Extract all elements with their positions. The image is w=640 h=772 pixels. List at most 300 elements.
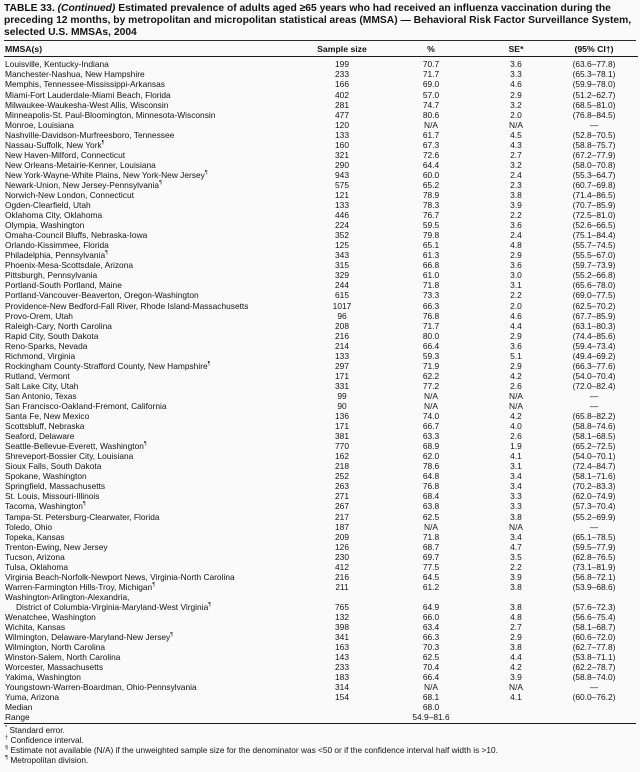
table-title-continued: (Continued) <box>57 3 116 14</box>
sample-size-cell: 315 <box>335 260 349 271</box>
mmsa-name-cell: Omaha-Council Bluffs, Nebraska-Iowa <box>5 230 148 241</box>
percent-cell: 68.0 <box>422 702 440 713</box>
sample-size-cell: 765 <box>335 601 349 612</box>
ci-cell: (70.2–83.3) <box>572 481 616 492</box>
sample-size-cell: 446 <box>335 210 349 221</box>
mmsa-name-cell: Rockingham County-Strafford County, New Hampshire¶ <box>5 360 211 371</box>
se-cell: 4.0 <box>510 421 522 432</box>
table-row <box>4 461 638 471</box>
table-row <box>4 311 638 321</box>
percent-cell: 61.2 <box>422 581 440 592</box>
percent-cell: 66.4 <box>422 672 440 683</box>
mmsa-name-cell: Tampa-St. Petersburg-Clearwater, Florida <box>5 511 160 522</box>
ci-cell: (63.6–77.8) <box>572 59 616 70</box>
sample-size-cell: 133 <box>335 129 349 140</box>
mmsa-name-cell: Rutland, Vermont <box>5 370 70 381</box>
ci-cell: (59.5–77.9) <box>572 541 616 552</box>
percent-cell: 62.2 <box>422 370 440 381</box>
table-header-row <box>4 41 638 57</box>
table-row <box>4 120 638 130</box>
sample-size-cell: 381 <box>335 431 349 442</box>
percent-cell: 70.7 <box>422 59 440 70</box>
ci-cell: (53.9–68.6) <box>572 581 616 592</box>
ci-cell: (58.8–74.0) <box>572 672 616 683</box>
mmsa-name-cell: Richmond, Virginia <box>5 350 76 361</box>
table-row <box>4 190 638 200</box>
se-cell: 2.2 <box>510 561 522 572</box>
sample-size-cell: 162 <box>335 451 349 462</box>
se-cell <box>482 712 550 722</box>
ci-cell: (58.8–75.7) <box>572 139 616 150</box>
mmsa-name-cell: Provo-Orem, Utah <box>5 310 73 321</box>
ci-cell: — <box>589 119 599 130</box>
percent-cell: 71.8 <box>422 531 440 542</box>
table-row <box>4 552 638 562</box>
mmsa-name-cell: St. Louis, Missouri-Illinois <box>5 491 100 502</box>
se-cell: 3.4 <box>510 531 522 542</box>
table-row <box>4 331 638 341</box>
ci-cell: — <box>589 682 599 693</box>
mmsa-name-cell: Worcester, Massachusetts <box>5 662 104 673</box>
mmsa-name-cell: Olympia, Washington <box>5 220 85 231</box>
percent-cell: N/A <box>424 400 438 411</box>
percent-cell: 74.7 <box>422 99 440 110</box>
ci-cell: (59.7–73.9) <box>572 260 616 271</box>
sample-size-cell: 233 <box>335 662 349 673</box>
sample-size-cell: 160 <box>335 139 349 150</box>
mmsa-name-cell: Seaford, Delaware <box>5 431 75 442</box>
se-cell: 4.2 <box>510 370 522 381</box>
se-cell: 2.7 <box>510 149 522 160</box>
mmsa-name-cell: Minneapolis-St. Paul-Bloomington, Minnesota-Wisconsin <box>5 109 216 120</box>
ci-cell: (68.5–81.0) <box>572 99 616 110</box>
prevalence-table <box>4 41 638 722</box>
sample-size-cell: 90 <box>337 400 347 411</box>
metropolitan-division-marker: ¶ <box>207 361 211 367</box>
sample-size-cell: 343 <box>335 250 349 261</box>
mmsa-name-cell: Toledo, Ohio <box>5 521 53 532</box>
table-row <box>4 592 638 612</box>
table-row <box>4 572 638 582</box>
sample-size-cell: 341 <box>335 632 349 643</box>
se-cell: 1.9 <box>510 441 522 452</box>
percent-cell: N/A <box>424 682 438 693</box>
percent-cell: N/A <box>424 119 438 130</box>
percent-cell: 68.9 <box>422 441 440 452</box>
ci-cell: (58.0–70.8) <box>572 159 616 170</box>
mmsa-name-cell: Providence-New Bedford-Fall River, Rhode Island-Massachusetts <box>5 300 249 311</box>
se-cell: 3.3 <box>510 491 522 502</box>
footnote-marker: ¶ <box>5 755 9 762</box>
sample-size-cell: 290 <box>335 159 349 170</box>
table-row <box>4 522 638 532</box>
ci-cell: (57.3–70.4) <box>572 501 616 512</box>
table-title <box>4 3 636 41</box>
percent-cell: 69.7 <box>422 551 440 562</box>
mmsa-name-cell: Shreveport-Bossier City, Louisiana <box>5 451 134 462</box>
percent-cell: 64.4 <box>422 159 440 170</box>
percent-cell: 72.6 <box>422 149 440 160</box>
percent-cell: N/A <box>424 521 438 532</box>
footnote-marker: § <box>5 745 9 752</box>
table-row <box>4 69 638 79</box>
mmsa-name-cell: Winston-Salem, North Carolina <box>5 652 121 663</box>
percent-cell: 76.7 <box>422 210 440 221</box>
ci-cell: (62.0–74.9) <box>572 491 616 502</box>
se-cell: 2.9 <box>510 89 522 100</box>
sample-size-cell: 252 <box>335 471 349 482</box>
ci-cell: (52.8–70.5) <box>572 129 616 140</box>
ci-cell: (76.8–84.5) <box>572 109 616 120</box>
percent-cell: 68.4 <box>422 491 440 502</box>
ci-cell: (54.0–70.1) <box>572 451 616 462</box>
ci-cell: (55.2–69.9) <box>572 511 616 522</box>
mmsa-name-cell: Springfield, Massachusetts <box>5 481 106 492</box>
mmsa-name-cell: Monroe, Louisiana <box>5 119 74 130</box>
mmsa-name-cell: Louisville, Kentucky-Indiana <box>5 59 109 70</box>
table-row <box>4 451 638 461</box>
mmsa-name-cell: Wilmington, Delaware-Maryland-New Jersey¶ <box>5 632 174 643</box>
table-row <box>4 582 638 592</box>
se-cell: 4.4 <box>510 652 522 663</box>
table-row <box>4 250 638 260</box>
mmsa-name-cell: Wichita, Kansas <box>5 622 66 633</box>
footnote-marker: † <box>5 735 9 742</box>
table-row <box>4 642 638 652</box>
se-cell: 4.8 <box>510 240 522 251</box>
percent-cell: 66.0 <box>422 611 440 622</box>
percent-cell: 76.8 <box>422 310 440 321</box>
se-cell: 2.9 <box>510 330 522 341</box>
sample-size-cell: 216 <box>335 330 349 341</box>
sample-size-cell <box>304 702 380 712</box>
sample-size-cell: 770 <box>335 441 349 452</box>
se-cell: 2.6 <box>510 431 522 442</box>
mmsa-name-cell: Orlando-Kissimmee, Florida <box>5 240 109 251</box>
table-row <box>4 150 638 160</box>
table-row <box>4 260 638 270</box>
mmsa-name-cell: Virginia Beach-Norfolk-Newport News, Virginia-North Carolina <box>5 571 235 582</box>
column-header-sample-size: Sample size <box>304 41 380 57</box>
ci-cell: (62.8–76.5) <box>572 551 616 562</box>
sample-size-cell: 208 <box>335 320 349 331</box>
ci-cell: (56.6–75.4) <box>572 611 616 622</box>
percent-cell: 64.8 <box>422 471 440 482</box>
metropolitan-division-marker: ¶ <box>105 250 108 257</box>
mmsa-name-cell: Seattle-Bellevue-Everett, Washington¶ <box>5 441 147 452</box>
percent-cell: 66.3 <box>422 300 440 311</box>
table-row <box>4 170 638 180</box>
percent-cell: 64.9 <box>422 601 440 612</box>
table-row <box>4 512 638 522</box>
sample-size-cell: 183 <box>335 672 349 683</box>
mmsa-name-cell: Phoenix-Mesa-Scottsdale, Arizona <box>5 260 134 271</box>
sample-size-cell: 187 <box>335 521 349 532</box>
se-cell: 5.1 <box>510 350 522 361</box>
table-row <box>4 79 638 89</box>
percent-cell: 69.0 <box>422 79 440 90</box>
metropolitan-division-marker: ¶ <box>170 632 174 639</box>
percent-cell: 70.4 <box>422 662 440 673</box>
metropolitan-division-marker: ¶ <box>204 170 208 177</box>
sample-size-cell: 398 <box>335 622 349 633</box>
ci-cell: (65.6–78.0) <box>572 280 616 291</box>
se-cell: 3.8 <box>510 601 522 612</box>
sample-size-cell: 263 <box>335 481 349 492</box>
sample-size-cell: 352 <box>335 230 349 241</box>
table-row <box>4 672 638 682</box>
sample-size-cell: 96 <box>337 310 347 321</box>
se-cell: 3.8 <box>510 190 522 200</box>
percent-cell: 73.3 <box>422 290 440 301</box>
sample-size-cell: 281 <box>335 99 349 110</box>
sample-size-cell: 166 <box>335 79 349 90</box>
sample-size-cell: 267 <box>335 501 349 512</box>
percent-cell: 66.7 <box>422 421 440 432</box>
percent-cell: 71.8 <box>422 280 440 291</box>
ci-cell: (55.5–67.0) <box>572 250 616 261</box>
sample-size-cell: 132 <box>335 611 349 622</box>
percent-cell: 65.2 <box>422 179 440 190</box>
ci-cell: (59.4–73.4) <box>572 340 616 351</box>
sample-size-cell: 199 <box>335 59 349 70</box>
se-cell: 4.6 <box>510 310 522 321</box>
se-cell: 3.6 <box>510 340 522 351</box>
ci-cell: (55.7–74.5) <box>572 240 616 251</box>
se-cell: 2.2 <box>510 290 522 301</box>
mmsa-name-cell: Washington-Arlington-Alexandria, District of Columbia-Virginia-Maryland-West Virginia¶ <box>5 591 212 612</box>
percent-cell: 54.9–81.6 <box>412 712 450 723</box>
sample-size-cell: 314 <box>335 682 349 693</box>
ci-cell: — <box>589 390 599 401</box>
table-row <box>4 532 638 542</box>
mmsa-name-cell: Spokane, Washington <box>5 471 87 482</box>
table-row <box>4 501 638 511</box>
sample-size-cell: 402 <box>335 89 349 100</box>
table-row <box>4 351 638 361</box>
table-row <box>4 622 638 632</box>
ci-cell: (52.6–66.5) <box>572 220 616 231</box>
se-cell: 3.2 <box>510 99 522 110</box>
percent-cell: 66.3 <box>422 632 440 643</box>
sample-size-cell: 321 <box>335 149 349 160</box>
table-row <box>4 612 638 622</box>
se-cell: 4.7 <box>510 541 522 552</box>
ci-cell <box>550 702 638 712</box>
ci-cell: (70.7–85.9) <box>572 200 616 211</box>
table-row <box>4 441 638 451</box>
table-row <box>4 652 638 662</box>
table-row <box>4 401 638 411</box>
sample-size-cell: 230 <box>335 551 349 562</box>
percent-cell: 61.7 <box>422 129 440 140</box>
table-row <box>4 562 638 572</box>
ci-cell: — <box>589 521 599 532</box>
table-row <box>4 270 638 280</box>
percent-cell: 59.5 <box>422 220 440 231</box>
mmsa-name-cell: Nassau-Suffolk, New York¶ <box>5 139 105 150</box>
se-cell: 2.7 <box>510 622 522 633</box>
sample-size-cell: 233 <box>335 69 349 80</box>
table-row <box>4 471 638 481</box>
se-cell: 3.8 <box>510 581 522 592</box>
se-cell: 3.9 <box>510 672 522 683</box>
mmsa-name-cell: Miami-Fort Lauderdale-Miami Beach, Florida <box>5 89 171 100</box>
mmsa-name-cell: Topeka, Kansas <box>5 531 65 542</box>
se-cell: 3.6 <box>510 260 522 271</box>
ci-cell: (69.0–77.5) <box>572 290 616 301</box>
table-row <box>4 140 638 150</box>
ci-cell: (56.8–72.1) <box>572 571 616 582</box>
mmsa-name-cell: Yakima, Washington <box>5 672 81 683</box>
table-row <box>4 542 638 552</box>
percent-cell: 77.2 <box>422 380 440 391</box>
percent-cell: 59.3 <box>422 350 440 361</box>
mmsa-name-cell: Wilmington, North Carolina <box>5 642 106 653</box>
sample-size-cell: 133 <box>335 200 349 211</box>
table-row <box>4 240 638 250</box>
ci-cell: (72.5–81.0) <box>572 210 616 221</box>
ci-cell: (75.1–84.4) <box>572 230 616 241</box>
footnote: † Confidence interval. <box>5 735 84 746</box>
ci-cell: (58.1–68.7) <box>572 622 616 633</box>
percent-cell: 77.5 <box>422 561 440 572</box>
table-row <box>4 361 638 371</box>
mmsa-name-cell: New Haven-Milford, Connecticut <box>5 149 126 160</box>
mmsa-name-cell: Memphis, Tennessee-Mississippi-Arkansas <box>5 79 165 90</box>
mmsa-name-cell: Nashville-Davidson-Murfreesboro, Tennessee <box>5 129 175 140</box>
table-title-text: Estimated prevalence of adults aged ≥65 years who had received an influenza vaccination during the preceding 12 months, by metropolitan and micropolitan statistical areas (MMSA) — Behavioral Risk Factor Surveillance System, selected U.S. MMSAs, 2004 <box>4 3 632 38</box>
sample-size-cell: 943 <box>335 169 349 180</box>
se-cell: 3.8 <box>510 642 522 653</box>
se-cell: N/A <box>509 521 523 532</box>
mmsa-name-cell: Oklahoma City, Oklahoma <box>5 210 103 221</box>
mmsa-name-cell: Rapid City, South Dakota <box>5 330 99 341</box>
ci-cell: (51.2–62.7) <box>572 89 616 100</box>
mmsa-name-cell: Scottsbluff, Nebraska <box>5 421 85 432</box>
ci-cell: (58.8–74.6) <box>572 421 616 432</box>
mmsa-name-cell: Portland-Vancouver-Beaverton, Oregon-Washington <box>5 290 199 301</box>
se-cell: 2.9 <box>510 632 522 643</box>
se-cell: N/A <box>509 400 523 411</box>
percent-cell: 67.3 <box>422 139 440 150</box>
se-cell: 2.3 <box>510 179 522 190</box>
table-row <box>4 200 638 210</box>
ci-cell: (63.1–80.3) <box>572 320 616 331</box>
se-cell: 4.2 <box>510 411 522 422</box>
metropolitan-division-marker: ¶ <box>82 501 86 508</box>
percent-cell: 64.5 <box>422 571 440 582</box>
se-cell <box>482 702 550 712</box>
percent-cell: 66.4 <box>422 340 440 351</box>
table-row <box>4 100 638 110</box>
mmsa-name-cell: Yuma, Arizona <box>5 692 60 703</box>
se-cell: 3.3 <box>510 69 522 80</box>
percent-cell: 62.5 <box>422 652 440 663</box>
table-row <box>4 632 638 642</box>
table-row <box>4 290 638 300</box>
table-row <box>4 321 638 331</box>
table-row <box>4 712 638 722</box>
table-row <box>4 662 638 672</box>
sample-size-cell: 412 <box>335 561 349 572</box>
sample-size-cell: 171 <box>335 421 349 432</box>
se-cell: N/A <box>509 119 523 130</box>
sample-size-cell: 477 <box>335 109 349 120</box>
ci-cell: (57.6–72.3) <box>572 601 616 612</box>
ci-cell: (62.5–70.2) <box>572 300 616 311</box>
sample-size-cell: 143 <box>335 652 349 663</box>
se-cell: 4.4 <box>510 320 522 331</box>
se-cell: 2.9 <box>510 360 522 371</box>
table-row <box>4 411 638 421</box>
se-cell: 4.3 <box>510 139 522 150</box>
table-row <box>4 491 638 501</box>
column-header-se: SE* <box>482 41 550 57</box>
se-cell: 4.1 <box>510 692 522 703</box>
mmsa-name-cell: San Francisco-Oakland-Fremont, California <box>5 400 167 411</box>
sample-size-cell: 575 <box>335 179 349 190</box>
percent-cell: 78.6 <box>422 461 440 472</box>
sample-size-cell: 133 <box>335 350 349 361</box>
column-header-mmsa: MMSA(s) <box>4 41 304 57</box>
footnote: * Standard error. <box>5 725 65 736</box>
se-cell: 3.6 <box>510 220 522 231</box>
sample-size-cell: 163 <box>335 642 349 653</box>
mmsa-name-cell: Reno-Sparks, Nevada <box>5 340 88 351</box>
sample-size-cell: 1017 <box>332 300 352 311</box>
percent-cell: 70.3 <box>422 642 440 653</box>
ci-cell: (74.4–85.6) <box>572 330 616 341</box>
sample-size-cell: 209 <box>335 531 349 542</box>
table-row <box>4 230 638 240</box>
se-cell: 3.9 <box>510 571 522 582</box>
mmsa-name-cell: Milwaukee-Waukesha-West Allis, Wisconsin <box>5 99 169 110</box>
percent-cell: 68.1 <box>422 692 440 703</box>
se-cell: 2.4 <box>510 230 522 241</box>
se-cell: 4.1 <box>510 451 522 462</box>
sample-size-cell: 126 <box>335 541 349 552</box>
mmsa-name-cell: Raleigh-Cary, North Carolina <box>5 320 112 331</box>
ci-cell: (55.2–66.8) <box>572 270 616 281</box>
mmsa-name-cell: Youngstown-Warren-Boardman, Ohio-Pennsylvania <box>5 682 197 693</box>
metropolitan-division-marker: ¶ <box>208 602 212 609</box>
sample-size-cell: 329 <box>335 270 349 281</box>
ci-cell: (65.2–72.5) <box>572 441 616 452</box>
sample-size-cell: 171 <box>335 370 349 381</box>
percent-cell: 62.0 <box>422 451 440 462</box>
mmsa-name-cell: Salt Lake City, Utah <box>5 380 79 391</box>
sample-size-cell: 121 <box>335 190 349 200</box>
percent-cell: 79.8 <box>422 230 440 241</box>
ci-cell: (62.2–78.7) <box>572 662 616 673</box>
mmsa-name-cell: Newark-Union, New Jersey-Pennsylvania¶ <box>5 179 162 190</box>
se-cell: 3.9 <box>510 200 522 211</box>
ci-cell: (67.2–77.9) <box>572 149 616 160</box>
se-cell: 3.3 <box>510 501 522 512</box>
table-row <box>4 692 638 702</box>
table-row <box>4 381 638 391</box>
ci-cell: (54.0–70.4) <box>572 370 616 381</box>
table-row <box>4 702 638 712</box>
sample-size-cell: 244 <box>335 280 349 291</box>
se-cell: N/A <box>509 682 523 693</box>
se-cell: 2.9 <box>510 250 522 261</box>
se-cell: 2.2 <box>510 210 522 221</box>
mmsa-name-cell: New Orleans-Metairie-Kenner, Louisiana <box>5 159 156 170</box>
metropolitan-division-marker: ¶ <box>143 441 147 448</box>
mmsa-name-cell: Tacoma, Washington¶ <box>5 501 86 512</box>
